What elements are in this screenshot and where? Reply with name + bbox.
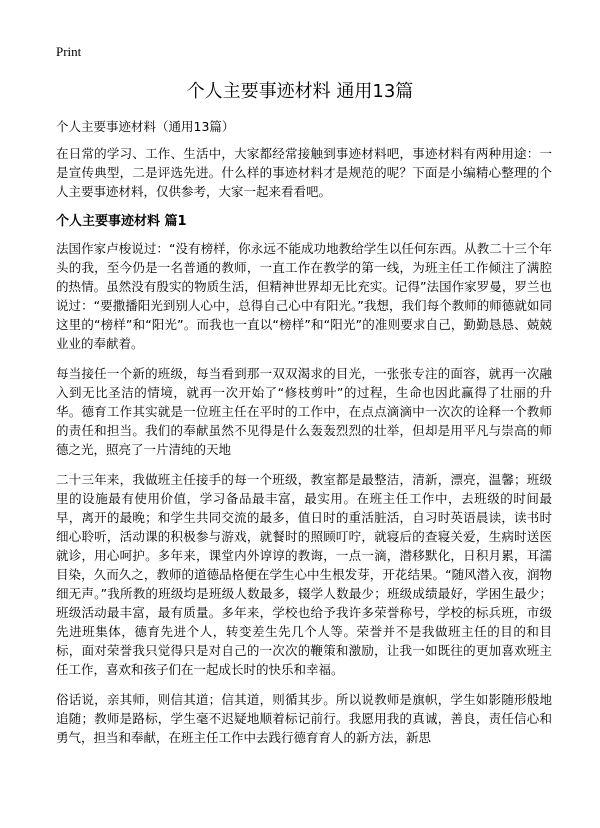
section-heading: 个人主要事迹材料 篇1 — [56, 214, 187, 229]
print-label: Print — [56, 44, 82, 59]
body-paragraph-1: 法国作家卢梭说过：“没有榜样，你永远不能成功地教给学生以任何东西。从教二十三个年头的我，至今仍是一名普通的教师，一直工作在教学的第一线，为班主任工作倾注了满腔的热情。虽然没有殷实的物质生活，但精神世界却无比充实。记得”法国作家罗曼，罗兰也说过：“要撒播阳光到别人心中，总得自己心中有阳光。”我想，我们每个教师的师德就如同这里的“榜样”和“阳光”。而我也一直以“榜样”和“阳光”的准则要求自己，勤勤恳恳、兢兢业业的奉献着。 — [56, 241, 552, 351]
document-subtitle: 个人主要事迹材料（通用13篇） — [56, 119, 235, 134]
body-paragraph-4: 俗话说，亲其师，则信其道；信其道，则循其步。所以说教师是旗帜，学生如影随形般地追随；教师是路标，学生毫不迟疑地顺着标记前行。我愿用我的真诚，善良，责任信心和勇气，担当和奉献，在班主任工作中去践行德育育人的新方法，新思 — [56, 692, 552, 745]
intro-paragraph: 在日常的学习、工作、生活中，大家都经常接触到事迹材料吧，事迹材料有两种用途：一是宣传典型，二是评选先进。什么样的事迹材料才是规范的呢？下面是小编精心整理的个人主要事迹材料，仅供参考，大家一起来看看吧。 — [56, 146, 552, 199]
document-title: 个人主要事迹材料 通用13篇 — [186, 81, 414, 102]
body-paragraph-3: 二十三年来，我做班主任接手的每一个班级，教室都是最整洁，清新，漂亮，温馨；班级里的设施最有使用价值，学习备品最丰富，最实用。在班主任工作中，去班级的时间最早，离开的最晚；和学生共同交流的最多，值日时的重活脏活，自习时英语晨读，读书时细心聆听，活动课的积极参与游戏，就餐时的照顾叮咛，就寝后的查寝关爱，生病时送医就诊，用心呵护。多年来，课堂内外谆谆的教诲，一点一滴，潜移默化，日积月累，耳濡目染，久而久之，教师的道德品格便在学生心中生根发芽，开花结果。“随风潜入夜，润物细无声。”我所教的班级均是班级人数最多，辍学人数最少；班级成绩最好，学困生最少；班级活动最丰富，最有质量。多年来，学校也给予我许多荣誉称号，学校的标兵班，市级先进班集体，德育先进个人，转变差生先几个人等。荣誉并不是我做班主任的目的和目标，面对荣誉我只觉得只是对自己的一次次的鞭策和激励，让我一如既往的更加喜欢班主任工作，喜欢和孩子们在一起成长时的快乐和幸福。 — [56, 472, 552, 677]
body-paragraph-2: 每当接任一个新的班级，每当看到那一双双渴求的目光，一张张专注的面容，就再一次融入到无比圣洁的情境，就再一次开始了“修枝剪叶”的过程，生命也因此赢得了壮丽的升华。德育工作其实就是一位班主任在平时的工作中，在点点滴滴中一次次的诠释一个教师的责任和担当。我们的奉献虽然不见得是什么轰轰烈烈的壮举，但却是用平凡与崇高的师德之光，照亮了一片清纯的天地 — [56, 366, 552, 457]
document-body — [56, 118, 552, 758]
